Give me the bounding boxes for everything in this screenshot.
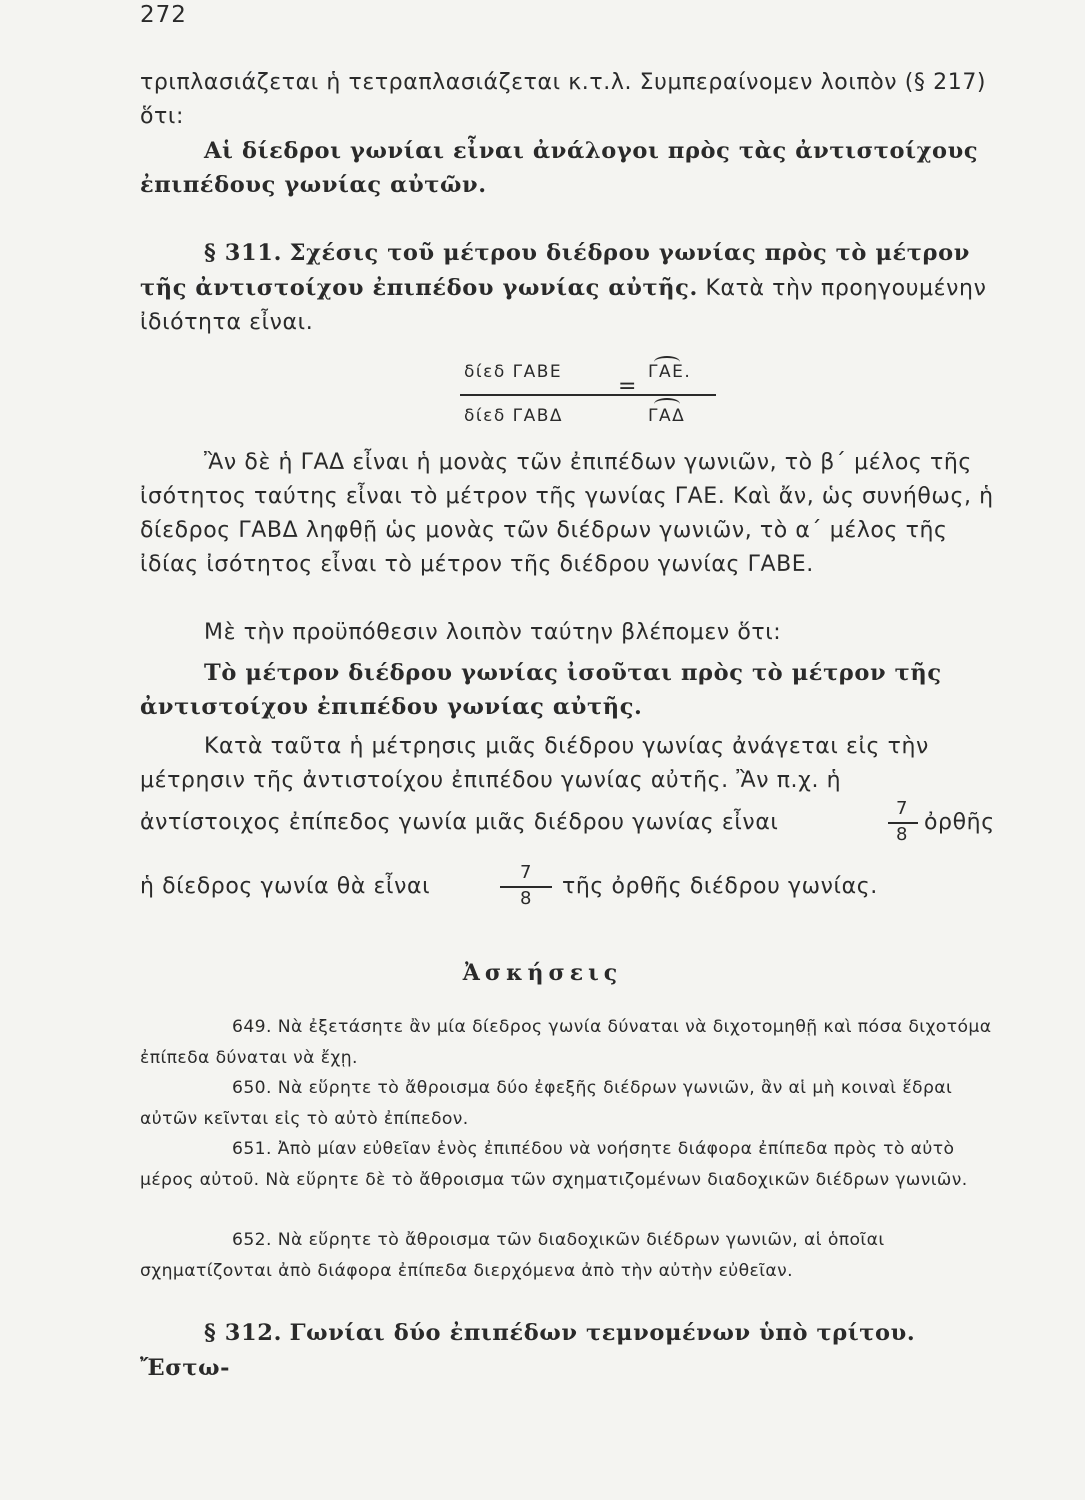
section-312-title: Γωνίαι δύο ἐπιπέδων τεμνομένων ὑπὸ τρίτου. [289,1320,916,1346]
section-312-text: Ἔστω- [140,1355,231,1381]
fraction-denominator: 8 [896,824,908,845]
theorem-measure-equality: Τὸ μέτρον διέδρου γωνίας ἰσοῦται πρὸς τὸ μέτρον τῆς ἀντιστοίχου ἐπιπέδου γωνίας αὐτῆς. [140,660,942,720]
section-312 [140,1316,1002,1386]
equation-denominator-left: δίεδ ΓΑΒΔ [464,406,564,426]
line-fraction-right-angle [140,806,1002,846]
exercise-item: 650. Νὰ εὕρητε τὸ ἄθροισμα δύο ἐφεξῆς διέδρων γωνιῶν, ἂν αἱ μὴ κοιναὶ ἕδραι αὐτῶν κεῖνται εἰς τὸ αὐτὸ ἐπίπεδον. [140,1078,953,1129]
section-311-text: Κατὰ τὴν προηγουμένην ἰδιότητα εἶναι. [140,276,987,335]
text-before-fraction-2: ἡ δίεδρος γωνία θὰ εἶναι [140,874,431,899]
text-before-fraction: ἀντίστοιχος ἐπίπεδος γωνία μιᾶς διέδρου γωνίας εἶναι [140,810,779,835]
exercises-heading: Ἀσκήσεις [462,960,623,986]
equals-sign: = [618,374,638,399]
exercise-item: 651. Ἀπὸ μίαν εὐθεῖαν ἑνὸς ἐπιπέδου νὰ νοήσητε διάφορα ἐπίπεδα πρὸς τὸ αὐτὸ μέρος αὐτοῦ. Νὰ εὕρητε δὲ τὸ ἄθροισμα τῶν σχηματιζομένων διαδοχικῶν διέδρων γωνιῶν. [140,1139,968,1190]
equation-denominator-right: ΓΑΔ [648,406,686,426]
text-after-fraction: ὀρθῆς [924,810,995,835]
exercise-item: 649. Νὰ ἐξετάσητε ἂν μία δίεδρος γωνία δύναται νὰ διχοτομηθῇ καὶ πόσα διχοτόμα ἐπίπεδα δύναται νὰ ἔχῃ. [140,1017,992,1068]
fraction-numerator-2: 7 [520,862,532,883]
section-311-number: § 311. [204,240,282,266]
text-after-fraction-2: τῆς ὀρθῆς διέδρου γωνίας. [562,874,878,899]
fraction-denominator-2: 8 [520,888,532,909]
exercise-item: 652. Νὰ εὕρητε τὸ ἄθροισμα τῶν διαδοχικῶν διέδρων γωνιῶν, αἱ ὁποῖαι σχηματίζονται ἀπὸ διάφορα ἐπίπεδα διερχόμενα ἀπὸ τὴν αὐτὴν εὐθεῖαν. [140,1230,885,1281]
equation-numerator-right: ΓΑΕ. [648,362,692,382]
paragraph-intro: τριπλασιάζεται ἡ τετραπλασιάζεται κ.τ.λ. Συμπεραίνομεν λοιπὸν (§ 217) ὅτι: [140,70,987,129]
section-311 [140,236,1002,340]
section-311-title: Σχέσις τοῦ μέτρου διέδρου γωνίας πρὸς τὸ μέτρον τῆς ἀντιστοίχου ἐπιπέδου γωνίας αὐτῆς. [140,240,970,301]
paragraph-measure-explanation: Ἂν δὲ ἡ ΓΑΔ εἶναι ἡ μονὰς τῶν ἐπιπέδων γωνιῶν, τὸ β΄ μέλος τῆς ἰσότητος ταύτης εἶναι τὸ μέτρον τῆς γωνίας ΓΑΕ. Καὶ ἄν, ὡς συνήθως, ἡ δίεδρος ΓΑΒΔ ληφθῇ ὡς μονὰς τῶν διέδρων γωνιῶν, τὸ α΄ μέλος τῆς ἰδίας ἰσότητος εἶναι τὸ μέτρον τῆς διέδρου γωνίας ΓΑΒΕ. [140,450,994,577]
paragraph-premise: Μὲ τὴν προϋπόθεσιν λοιπὸν ταύτην βλέπομεν ὅτι: [204,620,782,645]
paragraph-consequence: Κατὰ ταῦτα ἡ μέτρησις μιᾶς διέδρου γωνίας ἀνάγεται εἰς τὴν μέτρησιν τῆς ἀντιστοίχου ἐπιπέδου γωνίας αὐτῆς. Ἂν π.χ. ἡ [140,734,929,793]
theorem-dihedral-proportional: Αἱ δίεδροι γωνίαι εἶναι ἀνάλογοι πρὸς τὰς ἀντιστοίχους ἐπιπέδους γωνίας αὐτῶν. [140,138,979,198]
section-312-number: § 312. [204,1320,282,1346]
fraction-bar [460,394,716,396]
fraction-numerator: 7 [896,798,908,819]
page-number: 272 [140,2,187,28]
equation-numerator-left: δίεδ ΓΑΒΕ [464,362,563,382]
